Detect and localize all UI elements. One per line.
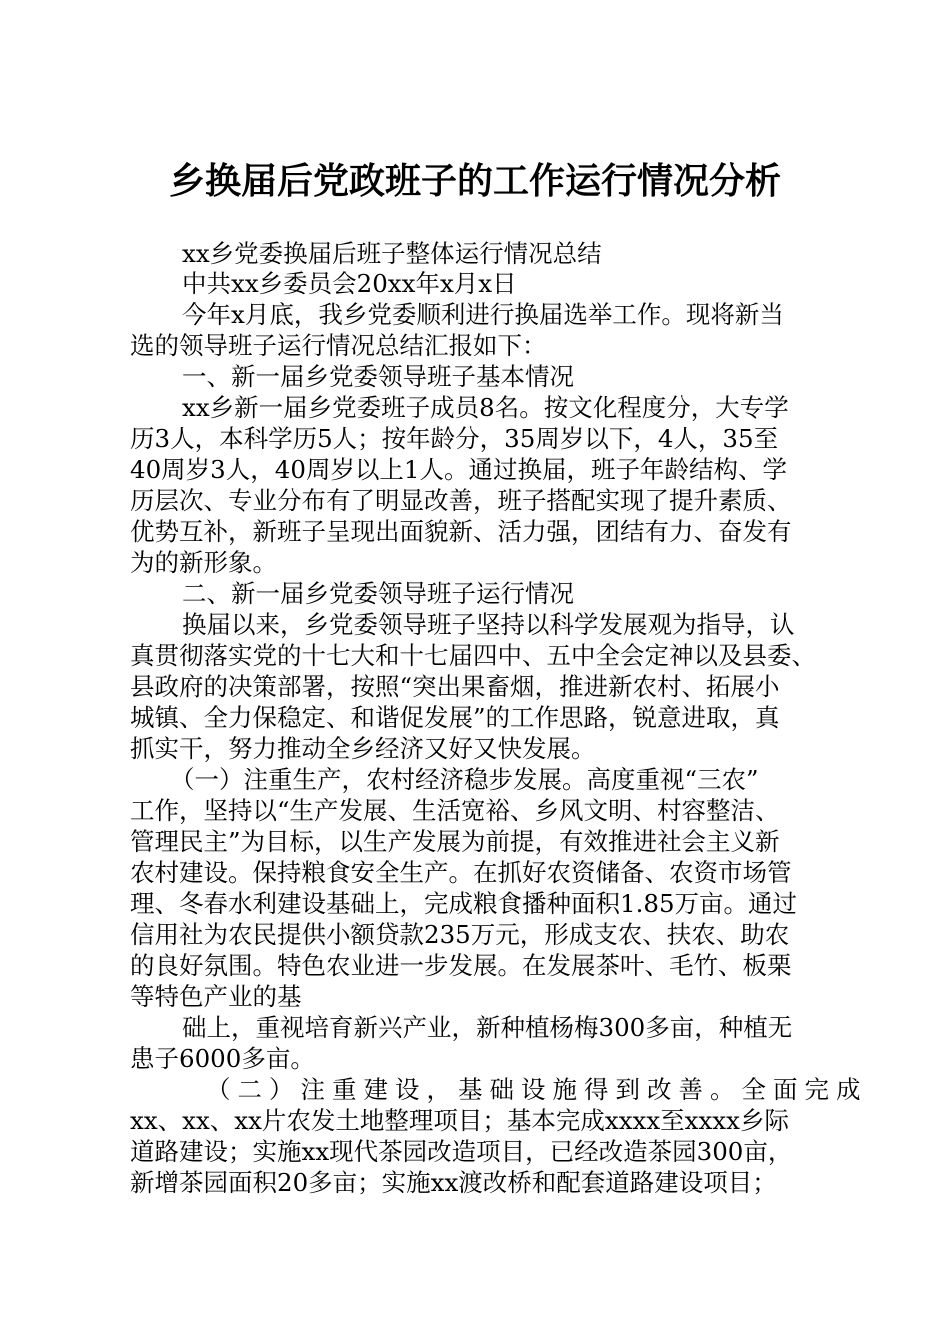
paragraph-line: 管理民主”为目标，以生产发展为前提，有效推进社会主义新 [130,827,780,856]
paragraph-line: 选的领导班子运行情况总结汇报如下： [130,331,547,360]
paragraph-line: xx乡新一届乡党委班子成员8名。按文化程度分，大专学 [182,393,789,422]
subtitle-line: xx乡党委换届后班子整体运行情况总结 [182,239,602,268]
paragraph-line: 城镇、全力保稳定、和谐促发展”的工作思路，锐意进取，真 [130,703,780,732]
paragraph-line: 县政府的决策部署，按照“突出果畜烟，推进新农村、拓展小 [130,672,780,701]
paragraph-line: 历层次、专业分布有了明显改善，班子搭配实现了提升素质、 [130,486,792,515]
paragraph-line: 工作，坚持以“生产发展、生活宽裕、乡风文明、村容整洁、 [130,796,780,825]
paragraph-line: （二）注重建设，基础设施得到改善。全面完成 [206,1075,868,1104]
paragraph-line: （一）注重生产，农村经济稳步发展。高度重视“三农” [170,765,759,794]
paragraph-line: 为的新形象。 [130,548,277,577]
paragraph-line: 础上，重视培育新兴产业，新种植杨梅300多亩，种植无 [182,1013,793,1042]
section-heading: 二、新一届乡党委领导班子运行情况 [182,579,574,608]
document-title: 乡换届后党政班子的工作运行情况分析 [168,161,781,202]
paragraph-line: 的良好氛围。特色农业进一步发展。在发展茶叶、毛竹、板栗 [130,951,792,980]
paragraph-line: 患子6000多亩。 [130,1044,315,1073]
section-heading: 一、新一届乡党委领导班子基本情况 [182,362,574,391]
paragraph-line: 换届以来，乡党委领导班子坚持以科学发展观为指导，认 [182,610,795,639]
paragraph-line: 今年x月底，我乡党委顺利进行换届选举工作。现将新当 [182,300,784,329]
paragraph-line: 真贯彻落实党的十七大和十七届四中、五中全会定神以及县委、 [130,641,816,670]
paragraph-line: 理、冬春水利建设基础上，完成粮食播种面积1.85万亩。通过 [130,889,798,918]
paragraph-line: xx、xx、xx片农发土地整理项目；基本完成xxxx至xxxx乡际 [130,1106,789,1135]
paragraph-line: 抓实干，努力推动全乡经济又好又快发展。 [130,734,596,763]
paragraph-line: 历3人，本科学历5人；按年龄分，35周岁以下，4人，35至 [130,424,779,453]
paragraph-line: 农村建设。保持粮食安全生产。在抓好农资储备、农资市场管 [130,858,792,887]
date-line: 中共xx乡委员会20xx年x月x日 [182,269,517,298]
paragraph-line: 信用社为农民提供小额贷款235万元，形成支农、扶农、助农 [130,920,790,949]
paragraph-line: 道路建设；实施xx现代茶园改造项目，已经改造茶园300亩， [130,1137,793,1166]
paragraph-line: 等特色产业的基 [130,982,302,1011]
paragraph-line: 40周岁3人，40周岁以上1人。通过换届，班子年龄结构、学 [130,455,788,484]
paragraph-line: 新增茶园面积20多亩；实施xx渡改桥和配套道路建设项目； [130,1168,777,1197]
paragraph-line: 优势互补，新班子呈现出面貌新、活力强，团结有力、奋发有 [130,517,792,546]
